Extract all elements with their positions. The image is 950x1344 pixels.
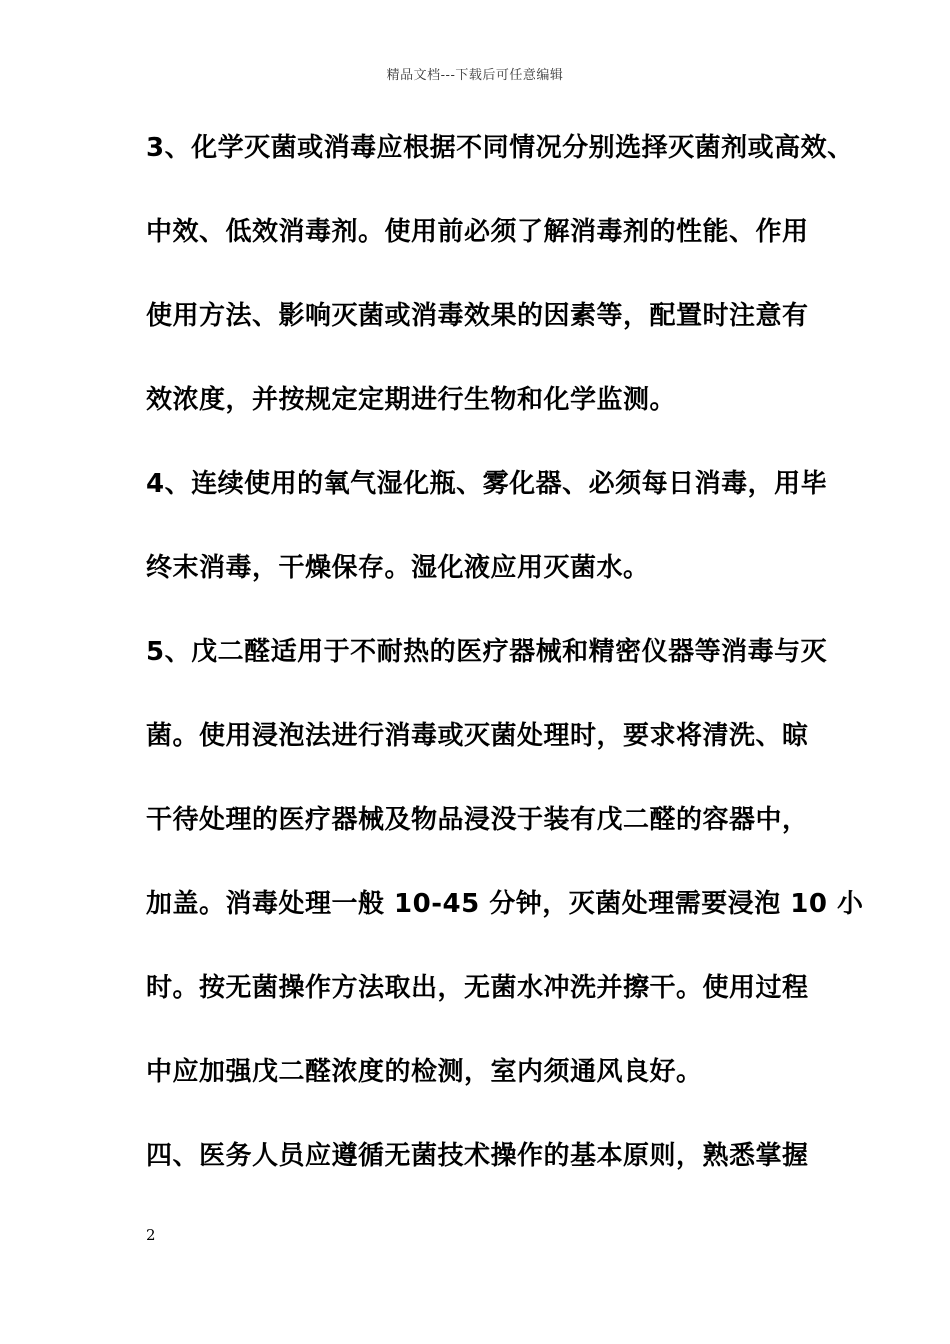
text-line: 四、医务人员应遵循无菌技术操作的基本原则，熟悉掌握 (146, 1141, 809, 1171)
text-line: 中效、低效消毒剂。使用前必须了解消毒剂的性能、作用 (146, 217, 809, 247)
text-line: 效浓度，并按规定定期进行生物和化学监测。 (146, 385, 677, 415)
page-number: 2 (146, 1226, 156, 1244)
page-header: 精品文档---下载后可任意编辑 (386, 68, 564, 83)
text-line: 时。按无菌操作方法取出，无菌水冲洗并擦干。使用过程 (146, 973, 809, 1003)
text-line: 终末消毒，干燥保存。湿化液应用灭菌水。 (146, 553, 650, 583)
text-line: 中应加强戊二醛浓度的检测，室内须通风良好。 (146, 1057, 703, 1087)
text-line: 菌。使用浸泡法进行消毒或灭菌处理时，要求将清洗、晾 (146, 721, 809, 751)
document-body (146, 126, 864, 1218)
text-line: 加盖。消毒处理一般 10-45 分钟，灭菌处理需要浸泡 10 小 (146, 889, 864, 919)
text-line: 3、化学灭菌或消毒应根据不同情况分别选择灭菌剂或高效、 (146, 133, 854, 163)
text-line: 使用方法、影响灭菌或消毒效果的因素等，配置时注意有 (146, 301, 809, 331)
text-line: 4、连续使用的氧气湿化瓶、雾化器、必须每日消毒，用毕 (146, 469, 828, 499)
text-line: 干待处理的医疗器械及物品浸没于装有戊二醛的容器中， (146, 805, 809, 835)
text-line: 5、戊二醛适用于不耐热的医疗器械和精密仪器等消毒与灭 (146, 637, 828, 667)
